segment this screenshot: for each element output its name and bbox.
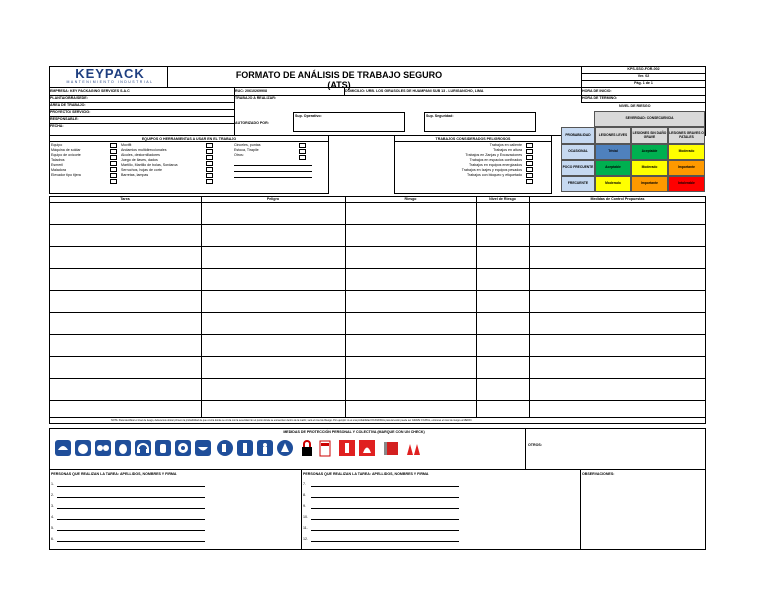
lockout-icon <box>277 440 293 456</box>
equipo-item: Martillo, Martillo de bolas, Sordaroa <box>121 163 178 167</box>
sup-seguridad-label: Sup. Seguridad: <box>426 114 454 118</box>
table-row[interactable] <box>49 246 706 247</box>
matrix-cell: Aceptable <box>595 160 631 176</box>
trabajo-item: Trabajos en espacios confinados <box>469 158 522 162</box>
trabajo-checkbox[interactable] <box>526 149 533 154</box>
goggles-icon <box>95 440 111 456</box>
ear-protection-icon <box>135 440 151 456</box>
persona-line[interactable]: 8. <box>303 493 306 497</box>
matrix-cell: Trivial <box>595 144 631 160</box>
personas-title-right: PERSONAS QUE REALIZAN LA TAREA: APELLIDOS, NOMBRES Y FIRMA <box>303 472 429 476</box>
observaciones-label: OBSERVACIONES: <box>582 472 615 476</box>
fire-blanket-icon <box>359 440 375 456</box>
extinguisher-icon <box>339 440 355 456</box>
boots-icon <box>217 440 233 456</box>
coverall-icon <box>237 440 253 456</box>
equipo-checkbox[interactable] <box>110 179 117 184</box>
equipo-checkbox[interactable] <box>299 143 306 148</box>
trabajo-item: Trabajos en Izajes y equipos pesados <box>461 168 522 172</box>
responsable-label[interactable]: RESPONSABLE: <box>50 117 79 121</box>
equipo-item: Maladora <box>51 168 66 172</box>
matrix-row-2-label: FRECUENTE <box>561 176 595 192</box>
mask-icon <box>195 440 211 456</box>
col-riesgo: Riesgo <box>404 197 417 201</box>
table-row[interactable] <box>49 224 706 225</box>
matrix-col-0: LESIONES LEVES <box>595 127 631 144</box>
respirator-icon <box>175 440 191 456</box>
col-tarea: Tarea <box>120 197 130 201</box>
tag-icon <box>320 441 330 456</box>
equipo-item: Esmeril <box>51 163 63 167</box>
equipo-checkbox[interactable] <box>110 161 117 166</box>
persona-line[interactable]: 1. <box>51 482 54 486</box>
harness-icon <box>257 440 273 456</box>
table-row[interactable] <box>49 334 706 335</box>
matrix-cell: Aceptable <box>631 144 668 160</box>
hora-termino-label[interactable]: HORA DE TERMINO: <box>582 96 618 100</box>
doc-version: Ver. 02 <box>637 74 650 78</box>
proyecto-label[interactable]: PROYECTO/ SERVICIO: <box>50 110 91 114</box>
equipo-checkbox[interactable] <box>110 173 117 178</box>
epp-title: MEDIDAS DE PROTECCIÓN PERSONAL Y COLECTIVA (MARQUE CON UN CHECK) <box>283 430 425 434</box>
doc-code: KPS-SSO-FOR-002 <box>627 67 660 71</box>
equipo-item: Cinceles, puntas <box>234 143 261 147</box>
matrix-cell: Importante <box>631 176 668 192</box>
hard-hat-icon <box>75 440 91 456</box>
risk-table <box>49 196 706 418</box>
equipo-item: Moviflt <box>121 143 132 147</box>
equipo-checkbox[interactable] <box>110 149 117 154</box>
equipo-item: Andamios multidireccionales <box>121 148 167 152</box>
table-row[interactable] <box>49 356 706 357</box>
persona-line[interactable]: 2. <box>51 493 54 497</box>
personas-box <box>49 470 706 550</box>
equipo-item: Elevador tipo tijera <box>51 173 81 177</box>
persona-line[interactable]: 9. <box>303 504 306 508</box>
trabajo-label[interactable]: TRABAJO A REALIZAR: <box>235 96 277 100</box>
empresa-label: EMPRESA: KEY PACKAGING SERVICES S.A.C <box>50 89 130 93</box>
sup-operativo-label: Sup. Operativo: <box>295 114 322 118</box>
table-row[interactable] <box>49 268 706 269</box>
gloves-icon <box>155 440 171 456</box>
domicilio-label: DOMICILIO: URB. LOS GIRASOLES DE HUAMPANI SUB 13 - LURIGANCHO, LIMA <box>345 89 484 93</box>
persona-line[interactable]: 12. <box>303 537 308 541</box>
trabajo-item: Trabajos en altura <box>493 148 522 152</box>
equipo-item: Equipo <box>51 143 63 147</box>
trabajo-checkbox[interactable] <box>526 167 533 172</box>
equipo-item: Máquina de soldar <box>51 148 81 152</box>
equipo-checkbox[interactable] <box>206 149 213 154</box>
persona-line[interactable]: 4. <box>51 515 54 519</box>
form-title: FORMATO DE ANÁLISIS DE TRABAJO SEGURO (ATS) <box>235 70 443 90</box>
helmet-icon <box>55 440 71 456</box>
nota-text: NOTA: Para identificar el nivel de riesgo, deberemos ubicar primero la probabilidad de que ocurra donde se cruza con la severidad. En el punto donde se encuentren dentro de la matriz, será el nivel de Riesgo. Por ejemplo: si es una probabilidad OCASIONAL para la lesión puede ser GRAVE O FATAL, entonces el nivel de riesgo es MEDIO. <box>111 418 473 422</box>
area-label[interactable]: ÁREA DE TRABAJO: <box>50 103 86 107</box>
equipo-checkbox[interactable] <box>110 155 117 160</box>
table-row[interactable] <box>49 400 706 401</box>
equipo-checkbox[interactable] <box>299 149 306 154</box>
persona-line[interactable]: 10. <box>303 515 308 519</box>
equipo-item: Juego de llaves, dados <box>121 158 158 162</box>
equipo-checkbox[interactable] <box>206 161 213 166</box>
matrix-severidad: SEVERIDAD: CONSECUENCIA <box>594 111 705 127</box>
fecha-label[interactable]: FECHA: <box>50 124 64 128</box>
matrix-row-0-label: OCASIONAL <box>561 144 595 160</box>
equipos-title: EQUIPOS O HERRAMIENTAS A USAR EN EL TRABAJO <box>141 137 237 141</box>
equipo-checkbox[interactable] <box>110 143 117 148</box>
col-nivel: Nivel de Riesgo <box>489 197 516 201</box>
otros-label: OTROS: <box>528 443 542 447</box>
matrix-probabilidad: PROBABILIDAD <box>561 127 595 144</box>
matrix-col-2: LESIONES GRAVES O FATALES <box>668 127 705 144</box>
equipo-item: Taladros <box>51 158 65 162</box>
hora-inicio-label[interactable]: HORA DE INICIO: <box>582 89 612 93</box>
trabajo-item: Trabajos en Zanjas y Excavaciones <box>465 153 522 157</box>
persona-line[interactable]: 5. <box>51 526 54 530</box>
ats-form <box>49 66 706 550</box>
matrix-cell: Intolerable <box>668 176 705 192</box>
equipo-item: Equipo de oxicorte <box>51 153 81 157</box>
table-row[interactable] <box>49 312 706 313</box>
equipo-checkbox[interactable] <box>206 173 213 178</box>
equipo-checkbox[interactable] <box>206 155 213 160</box>
trabajos-title: TRABAJOS CONSIDERADOS PELIGROSOS <box>435 137 511 141</box>
barrier-icon <box>384 442 398 455</box>
autorizado-label[interactable]: AUTORIZADO POR: <box>235 121 269 125</box>
trabajo-checkbox[interactable] <box>526 179 533 184</box>
matrix-cell: Moderado <box>595 176 631 192</box>
trabajo-item: Trabajos en equipos energizados <box>468 163 522 167</box>
epp-icons <box>55 440 525 466</box>
nivel-riesgo-label: NIVEL DE RIESGO <box>619 104 651 108</box>
matrix-cell: Importante <box>668 160 705 176</box>
matrix-row-1-label: POCO FRECUENTE <box>561 160 595 176</box>
equipo-checkbox[interactable] <box>206 179 213 184</box>
equipo-checkbox[interactable] <box>110 167 117 172</box>
col-peligro: Peligro <box>266 197 280 201</box>
equipo-item: Barretas, lampas <box>121 173 149 177</box>
matrix-cell: Moderado <box>631 160 668 176</box>
equipo-checkbox[interactable] <box>299 155 306 160</box>
personas-title-left: PERSONAS QUE REALIZAN LA TAREA: APELLIDOS, NOMBRES Y FIRMA <box>51 472 177 476</box>
trabajo-checkbox[interactable] <box>526 173 533 178</box>
trabajo-checkbox[interactable] <box>526 143 533 148</box>
equipo-item: Serruchos, hojas de corte <box>121 168 162 172</box>
trabajo-checkbox[interactable] <box>526 161 533 166</box>
ruc-label: RUC: 20610269908 <box>235 89 267 93</box>
trabajo-item: Trabajos en caliente <box>489 143 522 147</box>
face-shield-icon <box>115 440 131 456</box>
col-medidas: Medidas de Control Propuestas <box>590 197 645 201</box>
equipo-item: Estoca, Tirapile <box>234 148 259 152</box>
equipo-item: Otros: <box>234 153 244 157</box>
persona-line[interactable]: 7. <box>303 482 306 486</box>
doc-page: Pág. 1 de 1 <box>634 81 653 85</box>
persona-line[interactable]: 6. <box>51 537 54 541</box>
equipo-item: Alcoles, destornilladores <box>121 153 160 157</box>
matrix-col-1: LESIONES SIN DAÑO GRAVE <box>631 127 668 144</box>
company-logo: KEYPACK MANTENIMIENTO INDUSTRIAL <box>66 66 154 84</box>
cones-icon <box>407 444 420 455</box>
trabajo-item: Trabajos con bloqueo y etiquetado <box>466 173 522 177</box>
planta-label[interactable]: PLANTA/OBRA/SEDE: <box>50 96 88 100</box>
table-row[interactable] <box>49 378 706 379</box>
equipo-checkbox[interactable] <box>206 167 213 172</box>
lock-icon <box>302 441 312 456</box>
equipo-checkbox[interactable] <box>206 143 213 148</box>
persona-line[interactable]: 11. <box>303 526 308 530</box>
matrix-cell: Moderado <box>668 144 705 160</box>
table-row[interactable] <box>49 290 706 291</box>
persona-line[interactable]: 3. <box>51 504 54 508</box>
trabajo-checkbox[interactable] <box>526 155 533 160</box>
